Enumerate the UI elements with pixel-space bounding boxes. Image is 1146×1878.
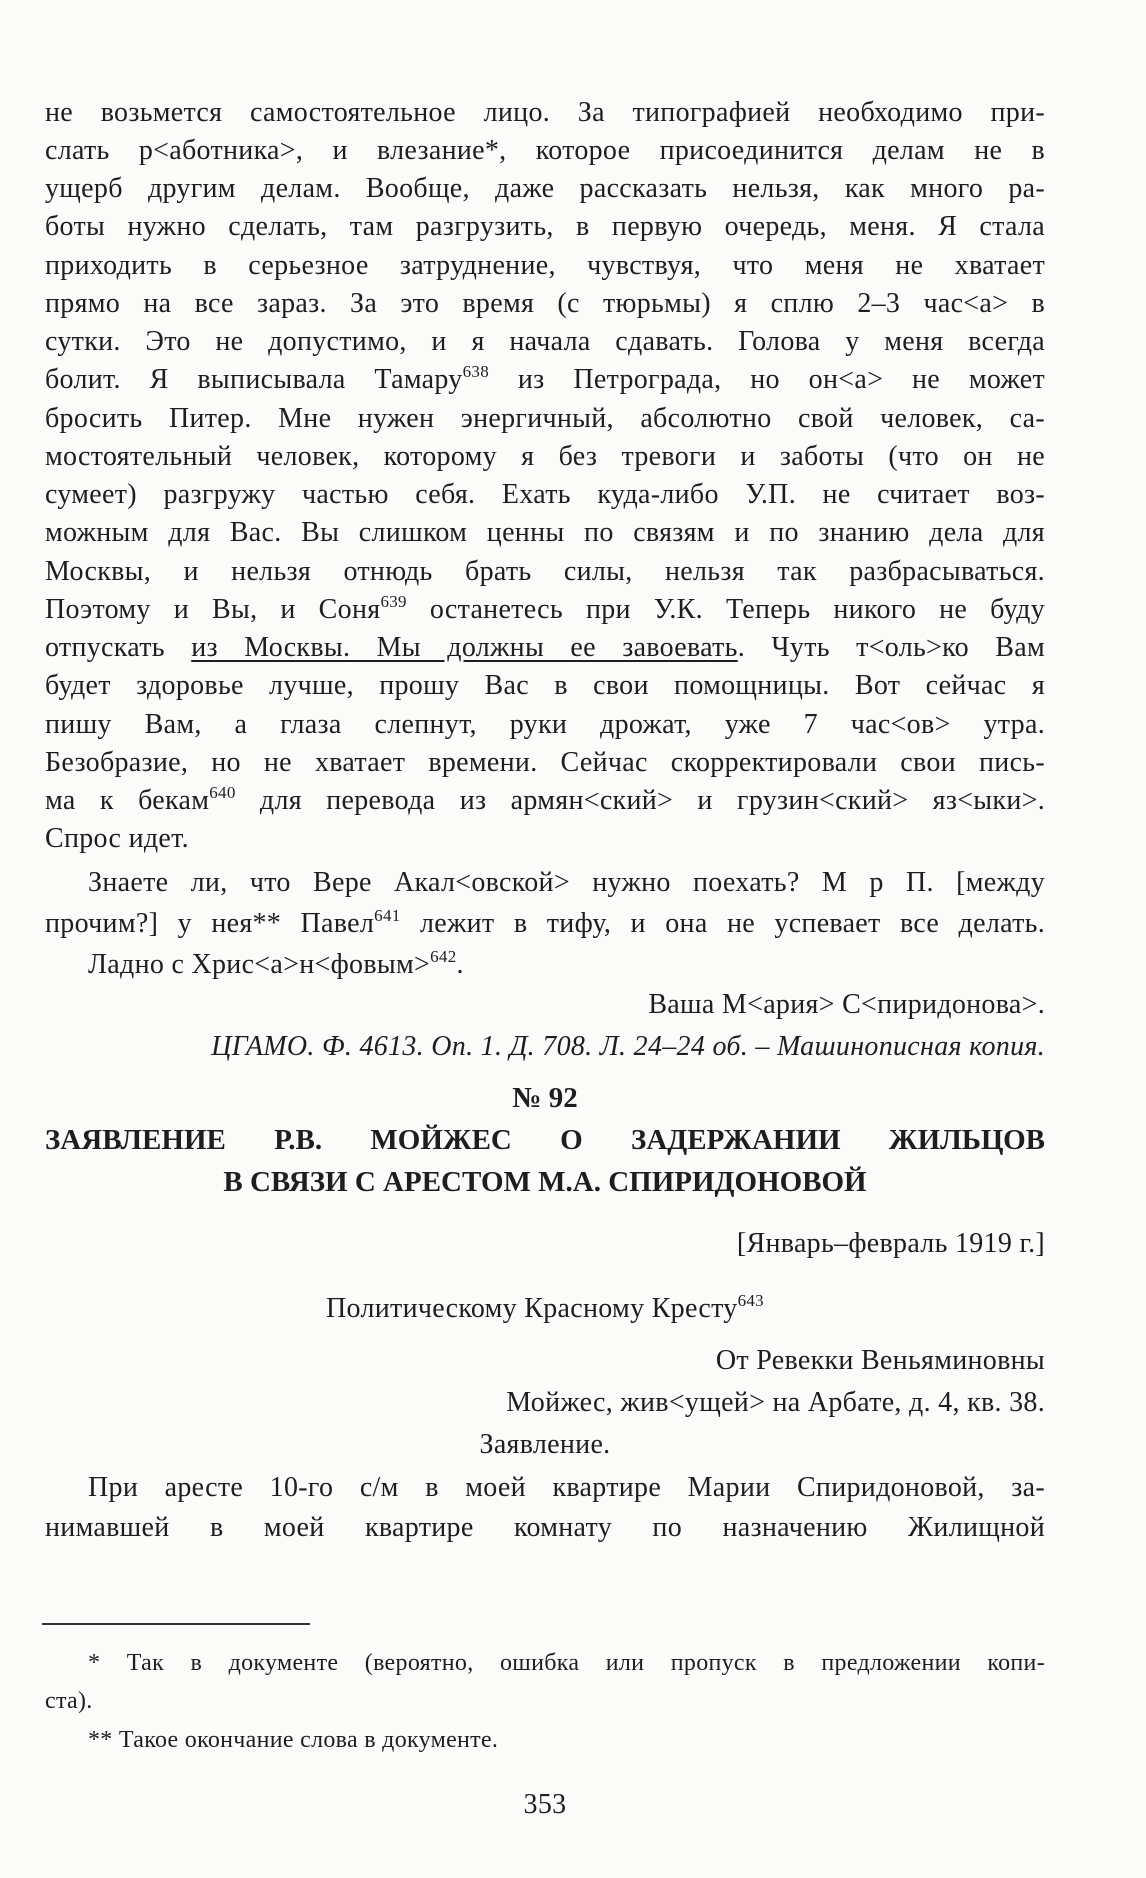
text-line: Спрос идет. <box>45 823 189 854</box>
footnote: * Так в документе (вероятно, ошибка или пропуск в предложении копи- <box>88 1650 1045 1676</box>
text-line: При аресте 10-го с/м в моей квартире Марии Спиридоновой, за- <box>88 1472 1045 1503</box>
footnote-ref: 639 <box>380 592 407 611</box>
document-title: В СВЯЗИ С АРЕСТОМ М.А. СПИРИДОНОВОЙ <box>223 1166 867 1198</box>
text: Поэтому и Вы, и Соня <box>45 594 381 625</box>
footnote-ref: 638 <box>462 362 490 381</box>
text-line: слать р<аботника>, и влезание*, которое присоединится делам не в <box>45 135 1045 166</box>
text-line: можным для Вас. Вы слишком ценны по связям и по знанию дела для <box>45 517 1045 548</box>
text-line <box>45 361 1045 399</box>
statement-heading: Заявление. <box>479 1429 611 1460</box>
text-line: нимавшей в моей квартире комнату по назначению Жилищной <box>45 1512 1045 1543</box>
text-line: не возьмется самостоятельное лицо. За типографией необходимо при- <box>45 97 1045 128</box>
text-line <box>45 946 1045 984</box>
sender-address: Мойжес, жив<ущей> на Арбате, д. 4, кв. 38. <box>506 1387 1045 1418</box>
text-line <box>45 782 1045 820</box>
text-line: Москвы, и нельзя отнюдь брать силы, нельзя так разбрасываться. <box>45 556 1045 587</box>
text: . Чуть т<оль>ко Вам <box>737 632 1045 663</box>
text-line: Знаете ли, что Вере Акал<овской> нужно поехать? М р П. [между <box>88 867 1045 898</box>
text: из Петрограда, но он<а> не может <box>489 364 1046 395</box>
text: для перевода из армян<ский> и грузин<ский> яз<ыки>. <box>235 785 1045 816</box>
document-number: № 92 <box>512 1082 578 1114</box>
text-line: сутки. Это не допустимо, и я начала сдавать. Голова у меня всегда <box>45 326 1045 357</box>
footnote-divider <box>42 1623 310 1625</box>
text: Политическому Красному Кресту <box>326 1293 738 1324</box>
footnote: ** Такое окончание слова в документе. <box>88 1727 499 1753</box>
archive-source: ЦГАМО. Ф. 4613. Оп. 1. Д. 708. Л. 24–24 об. – Машинописная копия. <box>211 1031 1045 1062</box>
text: прочим?] у нея** Павел <box>45 908 375 939</box>
footnote: ста). <box>45 1688 93 1714</box>
text-line: прямо на все зараз. За это время (с тюрьмы) я сплю 2–3 час<а> в <box>45 288 1045 319</box>
text: Ладно с Хрис<а>н<фовым> <box>88 949 431 980</box>
text: отпускать <box>45 632 192 663</box>
text: лежит в тифу, и она не успевает все делать. <box>400 908 1046 939</box>
page-number: 353 <box>523 1789 567 1820</box>
footnote-ref: 642 <box>430 947 457 966</box>
text-line: сумеет) разгружу частью себя. Ехать куда-либо У.П. не считает воз- <box>45 479 1045 510</box>
signature: Ваша М<ария> С<пиридонова>. <box>648 989 1045 1020</box>
text-line: приходить в серьезное затруднение, чувствуя, что меня не хватает <box>45 250 1045 281</box>
sender: От Ревекки Веньяминовны <box>715 1345 1045 1376</box>
text: останетесь при У.К. Теперь никого не буду <box>406 594 1045 625</box>
text-line: ущерб другим делам. Вообще, даже рассказать нельзя, как много ра- <box>45 173 1045 204</box>
text-line <box>45 629 1045 667</box>
underlined-text: из Москвы. Мы должны ее завоевать <box>191 632 738 663</box>
text-line <box>45 591 1045 629</box>
text-line: бросить Питер. Мне нужен энергичный, абсолютно свой человек, са- <box>45 403 1045 434</box>
text-line: будет здоровье лучше, прошу Вас в свои помощницы. Вот сейчас я <box>45 670 1045 701</box>
text-line <box>45 905 1045 943</box>
addressee <box>45 1290 1045 1328</box>
text-line: боты нужно сделать, там разгрузить, в первую очередь, меня. Я стала <box>45 211 1045 242</box>
text: болит. Я выписывала Тамару <box>45 364 463 395</box>
footnote-ref: 643 <box>737 1291 764 1310</box>
text-line: Безобразие, но не хватает времени. Сейчас скорректировали свои пись- <box>45 747 1045 778</box>
document-title: ЗАЯВЛЕНИЕ Р.В. МОЙЖЕС О ЗАДЕРЖАНИИ ЖИЛЬЦОВ <box>45 1124 1045 1156</box>
document-date: [Январь–февраль 1919 г.] <box>736 1228 1045 1259</box>
text-line: мостоятельный человек, которому я без тревоги и заботы (что он не <box>45 441 1045 472</box>
footnote-ref: 641 <box>374 906 401 925</box>
footnote-ref: 640 <box>209 783 236 802</box>
text: ма к бекам <box>45 785 210 816</box>
text: . <box>456 949 464 980</box>
text-line: пишу Вам, а глаза слепнут, руки дрожат, уже 7 час<ов> утра. <box>45 709 1045 740</box>
